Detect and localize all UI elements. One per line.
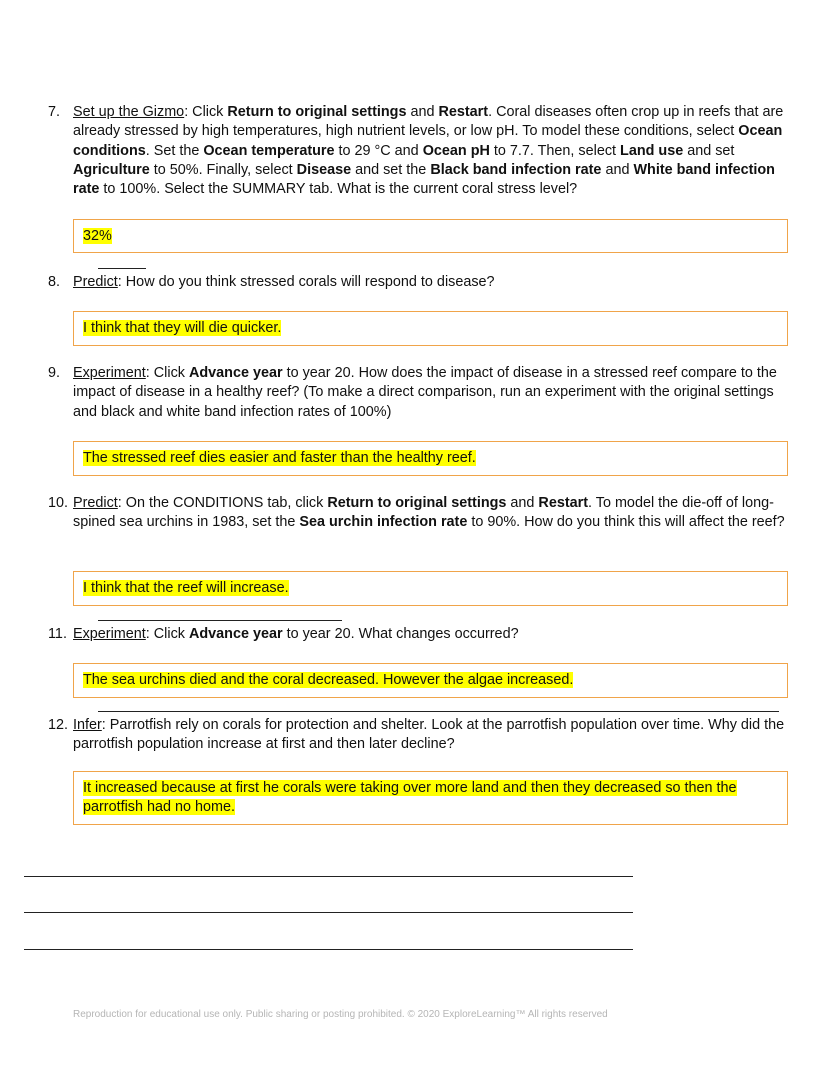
question-text-segment: and set the xyxy=(351,161,431,178)
blank-writing-line[interactable] xyxy=(24,949,633,950)
question-text-segment: to 50%. Finally, select xyxy=(149,161,297,178)
bold-term: Return to original settings xyxy=(327,495,507,511)
question-lead-label: Experiment xyxy=(73,626,146,642)
question-text-segment: to year 20. How does the impact of disease in a stressed reef compare to the impact of disease in a healthy reef? (To make a direct comparison, run an experiment with the original settings and black and white band infection rates of 100%) xyxy=(73,365,777,420)
question-text-segment: and xyxy=(601,161,634,178)
divider-line xyxy=(98,268,146,269)
question-text-segment: : Parrotfish rely on corals for protection and shelter. Look at the parrotfish population over time. Why did the parrotfish population increase at first and then later decline? xyxy=(73,717,785,753)
question-text-segment: : Click xyxy=(184,104,228,120)
bold-term: Ocean temperature xyxy=(203,142,335,159)
question-lead-label: Experiment xyxy=(73,365,146,381)
question-lead-label: Predict xyxy=(73,274,118,290)
answer-box-12[interactable] xyxy=(73,771,788,825)
question-number: 12. xyxy=(48,717,69,733)
question-number: 8. xyxy=(48,274,61,290)
bold-term: Agriculture xyxy=(73,161,150,178)
question-text xyxy=(73,273,788,292)
question-text-segment: to 29 °C and xyxy=(334,142,423,159)
question-text-segment: and xyxy=(506,495,539,511)
question-10 xyxy=(48,494,788,533)
question-text xyxy=(73,103,788,199)
answer-text: I think that they will die quicker. xyxy=(83,320,282,336)
answer-text: It increased because at first he corals were taking over more land and then they decreased so then the parrotfish had no home. xyxy=(83,780,737,815)
question-text-segment: and set xyxy=(683,142,735,159)
question-text-segment: . Coral diseases often crop up in reefs that are already stressed by high temperatures, high nutrient levels, or low pH. To model these conditions, select xyxy=(73,104,784,140)
blank-writing-line[interactable] xyxy=(24,876,633,877)
blank-writing-line[interactable] xyxy=(24,912,633,913)
question-number: 10. xyxy=(48,495,69,511)
bold-term: Ocean pH xyxy=(422,142,490,159)
answer-text: The sea urchins died and the coral decreased. However the algae increased. xyxy=(83,672,574,688)
question-11 xyxy=(48,625,788,644)
question-text-segment: . To model the die-off of long-spined sea urchins in 1983, set the xyxy=(73,495,774,531)
copyright-footer: Reproduction for educational use only. Public sharing or posting prohibited. © 2020 ExploreLearning™ All rights reserved xyxy=(73,1009,608,1020)
bold-term: White band infection rate xyxy=(73,161,775,198)
answer-text: 32% xyxy=(83,228,112,244)
question-9 xyxy=(48,364,788,422)
question-text xyxy=(73,625,788,644)
question-number: 11. xyxy=(48,626,67,642)
question-text xyxy=(73,716,788,755)
question-text-segment: : How do you think stressed corals will respond to disease? xyxy=(117,274,495,290)
bold-term: Ocean conditions xyxy=(73,123,783,159)
bold-term: Advance year xyxy=(188,626,283,642)
question-lead-label: Set up the Gizmo xyxy=(73,104,185,120)
question-text-segment: and xyxy=(406,104,439,120)
bold-term: Restart xyxy=(438,104,489,120)
question-text-segment: . Set the xyxy=(145,142,204,159)
bold-term: Sea urchin infection rate xyxy=(299,514,468,531)
question-7 xyxy=(48,103,788,199)
bold-term: Advance year xyxy=(188,365,283,381)
question-number: 7. xyxy=(48,104,61,120)
answer-text: I think that the reef will increase. xyxy=(83,580,289,596)
answer-box-9[interactable] xyxy=(73,441,788,476)
bold-term: Restart xyxy=(538,495,589,511)
question-text-segment: to 7.7. Then, select xyxy=(489,142,621,159)
question-text-segment: to year 20. What changes occurred? xyxy=(282,626,519,642)
divider-line xyxy=(98,711,779,712)
question-text-segment: to 100%. Select the SUMMARY tab. What is the current coral stress level? xyxy=(99,181,578,198)
answer-box-8[interactable] xyxy=(73,311,788,346)
question-text xyxy=(73,494,788,533)
bold-term: Disease xyxy=(296,161,352,178)
bold-term: Black band infection rate xyxy=(430,161,602,178)
answer-box-11[interactable] xyxy=(73,663,788,698)
question-text-segment: : Click xyxy=(145,626,189,642)
question-lead-label: Predict xyxy=(73,495,118,511)
bold-term: Land use xyxy=(620,142,684,159)
question-text xyxy=(73,364,788,422)
question-text-segment: : Click xyxy=(145,365,189,381)
answer-box-7[interactable] xyxy=(73,219,788,253)
question-8 xyxy=(48,273,788,292)
question-number: 9. xyxy=(48,365,61,381)
divider-line xyxy=(98,620,342,621)
answer-box-10[interactable] xyxy=(73,571,788,606)
question-text-segment: : On the CONDITIONS tab, click xyxy=(117,495,328,511)
question-lead-label: Infer xyxy=(73,717,102,733)
bold-term: Return to original settings xyxy=(227,104,407,120)
question-text-segment: to 90%. How do you think this will affect the reef? xyxy=(467,514,785,531)
answer-text: The stressed reef dies easier and faster than the healthy reef. xyxy=(83,450,476,466)
question-12 xyxy=(48,716,788,755)
